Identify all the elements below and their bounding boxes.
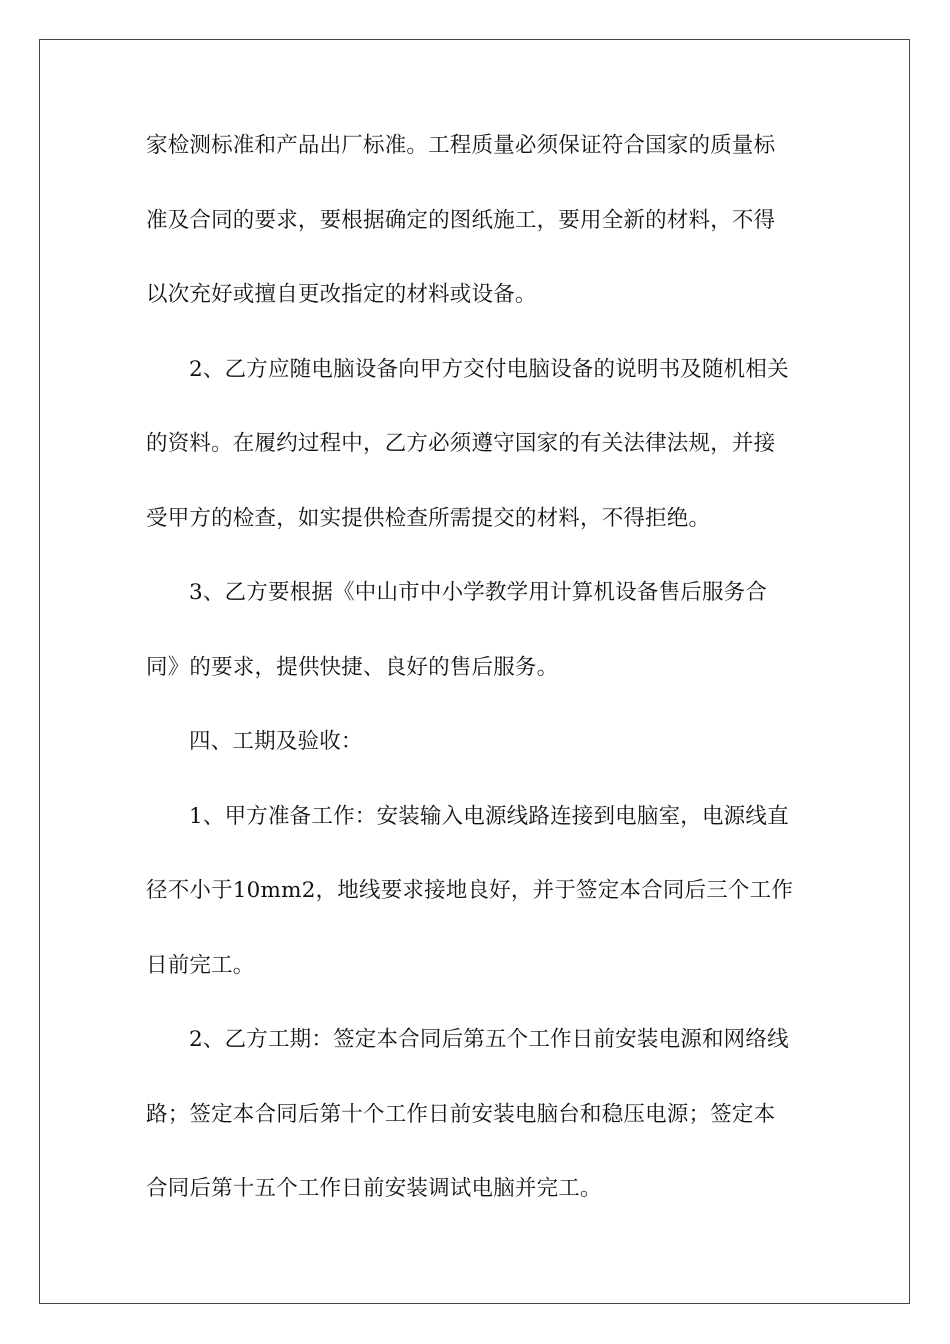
text-line: 准及合同的要求，要根据确定的图纸施工，要用全新的材料，不得 (146, 207, 776, 233)
text-line: 家检测标准和产品出厂标准。工程质量必须保证符合国家的质量标 (146, 133, 776, 158)
text-line: 3、乙方要根据《中山市中小学教学用计算机设备售后服务合 (189, 580, 768, 605)
text-line: 2、乙方应随电脑设备向甲方交付电脑设备的说明书及随机相关 (189, 356, 789, 382)
text-line: 的资料。在履约过程中，乙方必须遵守国家的有关法律法规，并接 (146, 431, 776, 456)
section-heading: 四、工期及验收： (189, 729, 363, 754)
text-line: 1、甲方准备工作：安装输入电源线路连接到电脑室，电源线直 (189, 803, 789, 829)
text-line: 受甲方的检查，如实提供检查所需提交的材料，不得拒绝。 (146, 505, 711, 531)
document-body (146, 126, 806, 1244)
text-line: 合同后第十五个工作日前安装调试电脑并完工。 (146, 1176, 602, 1201)
text-line: 2、乙方工期：签定本合同后第五个工作日前安装电源和网络线 (189, 1027, 789, 1052)
text-line: 径不小于10mm2，地线要求接地良好，并于签定本合同后三个工作 (146, 878, 794, 903)
text-line: 日前完工。 (146, 952, 255, 978)
text-line: 路；签定本合同后第十个工作日前安装电脑台和稳压电源；签定本 (146, 1101, 776, 1127)
text-line: 同》的要求，提供快捷、良好的售后服务。 (146, 654, 559, 680)
text-line: 以次充好或擅自更改指定的材料或设备。 (146, 282, 537, 307)
